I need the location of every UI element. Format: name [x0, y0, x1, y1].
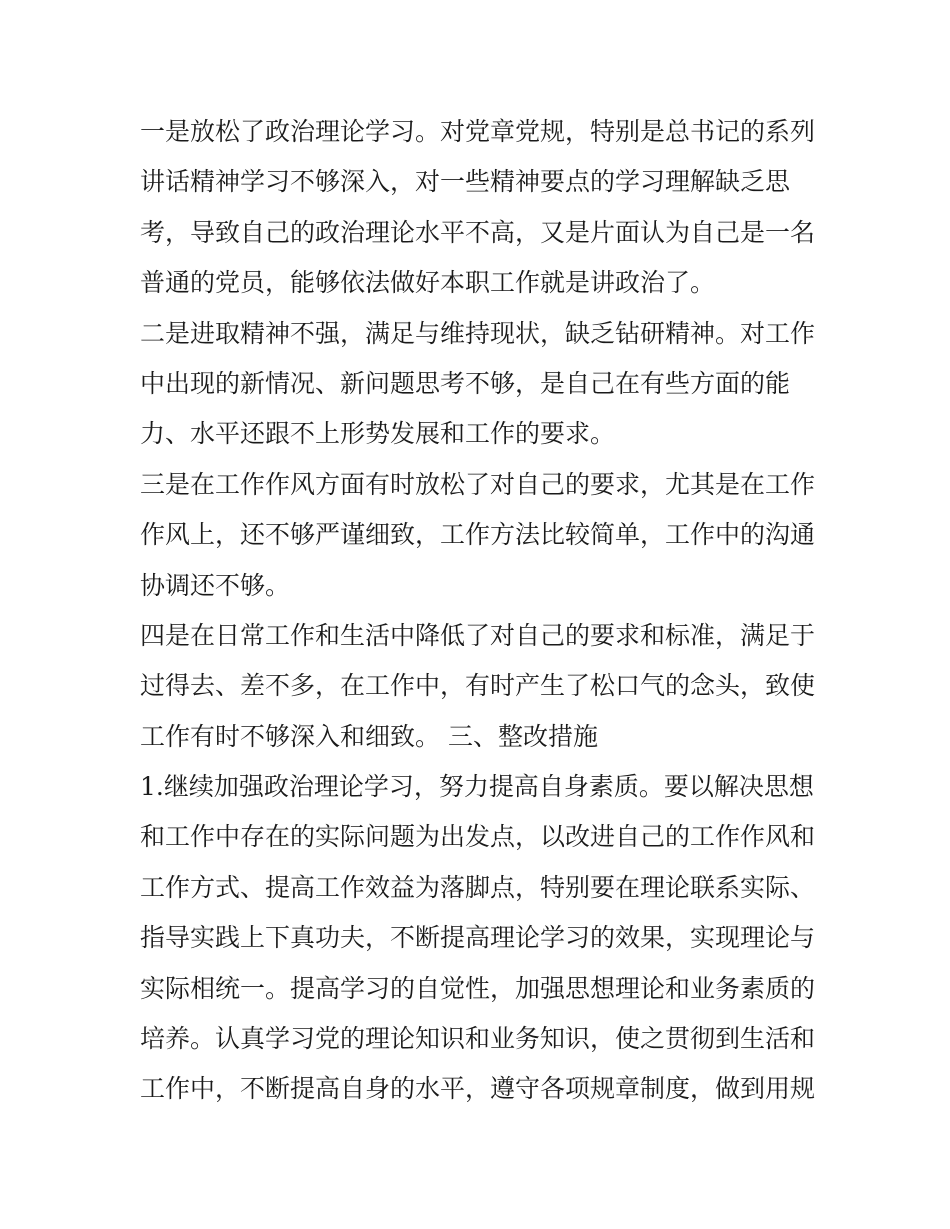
text-line: 1.继续加强政治理论学习，努力提高自身素质。要以解决思想 — [140, 772, 814, 802]
document-body — [140, 107, 820, 1115]
text-line: 和工作中存在的实际问题为出发点，以改进自己的工作作风和 — [140, 822, 816, 852]
text-line: 协调还不够。 — [140, 570, 291, 600]
text-line: 考，导致自己的政治理论水平不高，又是片面认为自己是一名 — [140, 217, 816, 247]
text-line: 普通的党员，能够依法做好本职工作就是讲政治了。 — [140, 268, 716, 298]
text-line: 三是在工作作风方面有时放松了对自己的要求，尤其是在工作 — [140, 469, 816, 499]
text-line: 作风上，还不够严谨细致，工作方法比较简单，工作中的沟通 — [140, 520, 816, 550]
text-line: 工作有时不够深入和细致。 三、整改措施 — [140, 721, 598, 751]
text-line: 工作方式、提高工作效益为落脚点，特别要在理论联系实际、 — [140, 872, 816, 902]
text-line: 培养。认真学习党的理论知识和业务知识，使之贯彻到生活和 — [140, 1024, 816, 1054]
text-line: 二是进取精神不强，满足与维持现状，缺乏钻研精神。对工作 — [140, 318, 816, 348]
text-line: 工作中，不断提高自身的水平，遵守各项规章制度，做到用规 — [140, 1074, 816, 1104]
text-line: 实际相统一。提高学习的自觉性，加强思想理论和业务素质的 — [140, 973, 816, 1003]
text-line: 中出现的新情况、新问题思考不够，是自己在有些方面的能 — [140, 368, 791, 398]
text-line: 讲话精神学习不够深入，对一些精神要点的学习理解缺乏思 — [140, 167, 791, 197]
text-line: 指导实践上下真功夫，不断提高理论学习的效果，实现理论与 — [140, 923, 816, 953]
text-line: 一是放松了政治理论学习。对党章党规，特别是总书记的系列 — [140, 117, 816, 146]
text-line: 力、水平还跟不上形势发展和工作的要求。 — [140, 419, 616, 449]
text-line: 四是在日常工作和生活中降低了对自己的要求和标准，满足于 — [140, 620, 816, 650]
text-line: 过得去、差不多，在工作中，有时产生了松口气的念头，致使 — [140, 671, 816, 701]
